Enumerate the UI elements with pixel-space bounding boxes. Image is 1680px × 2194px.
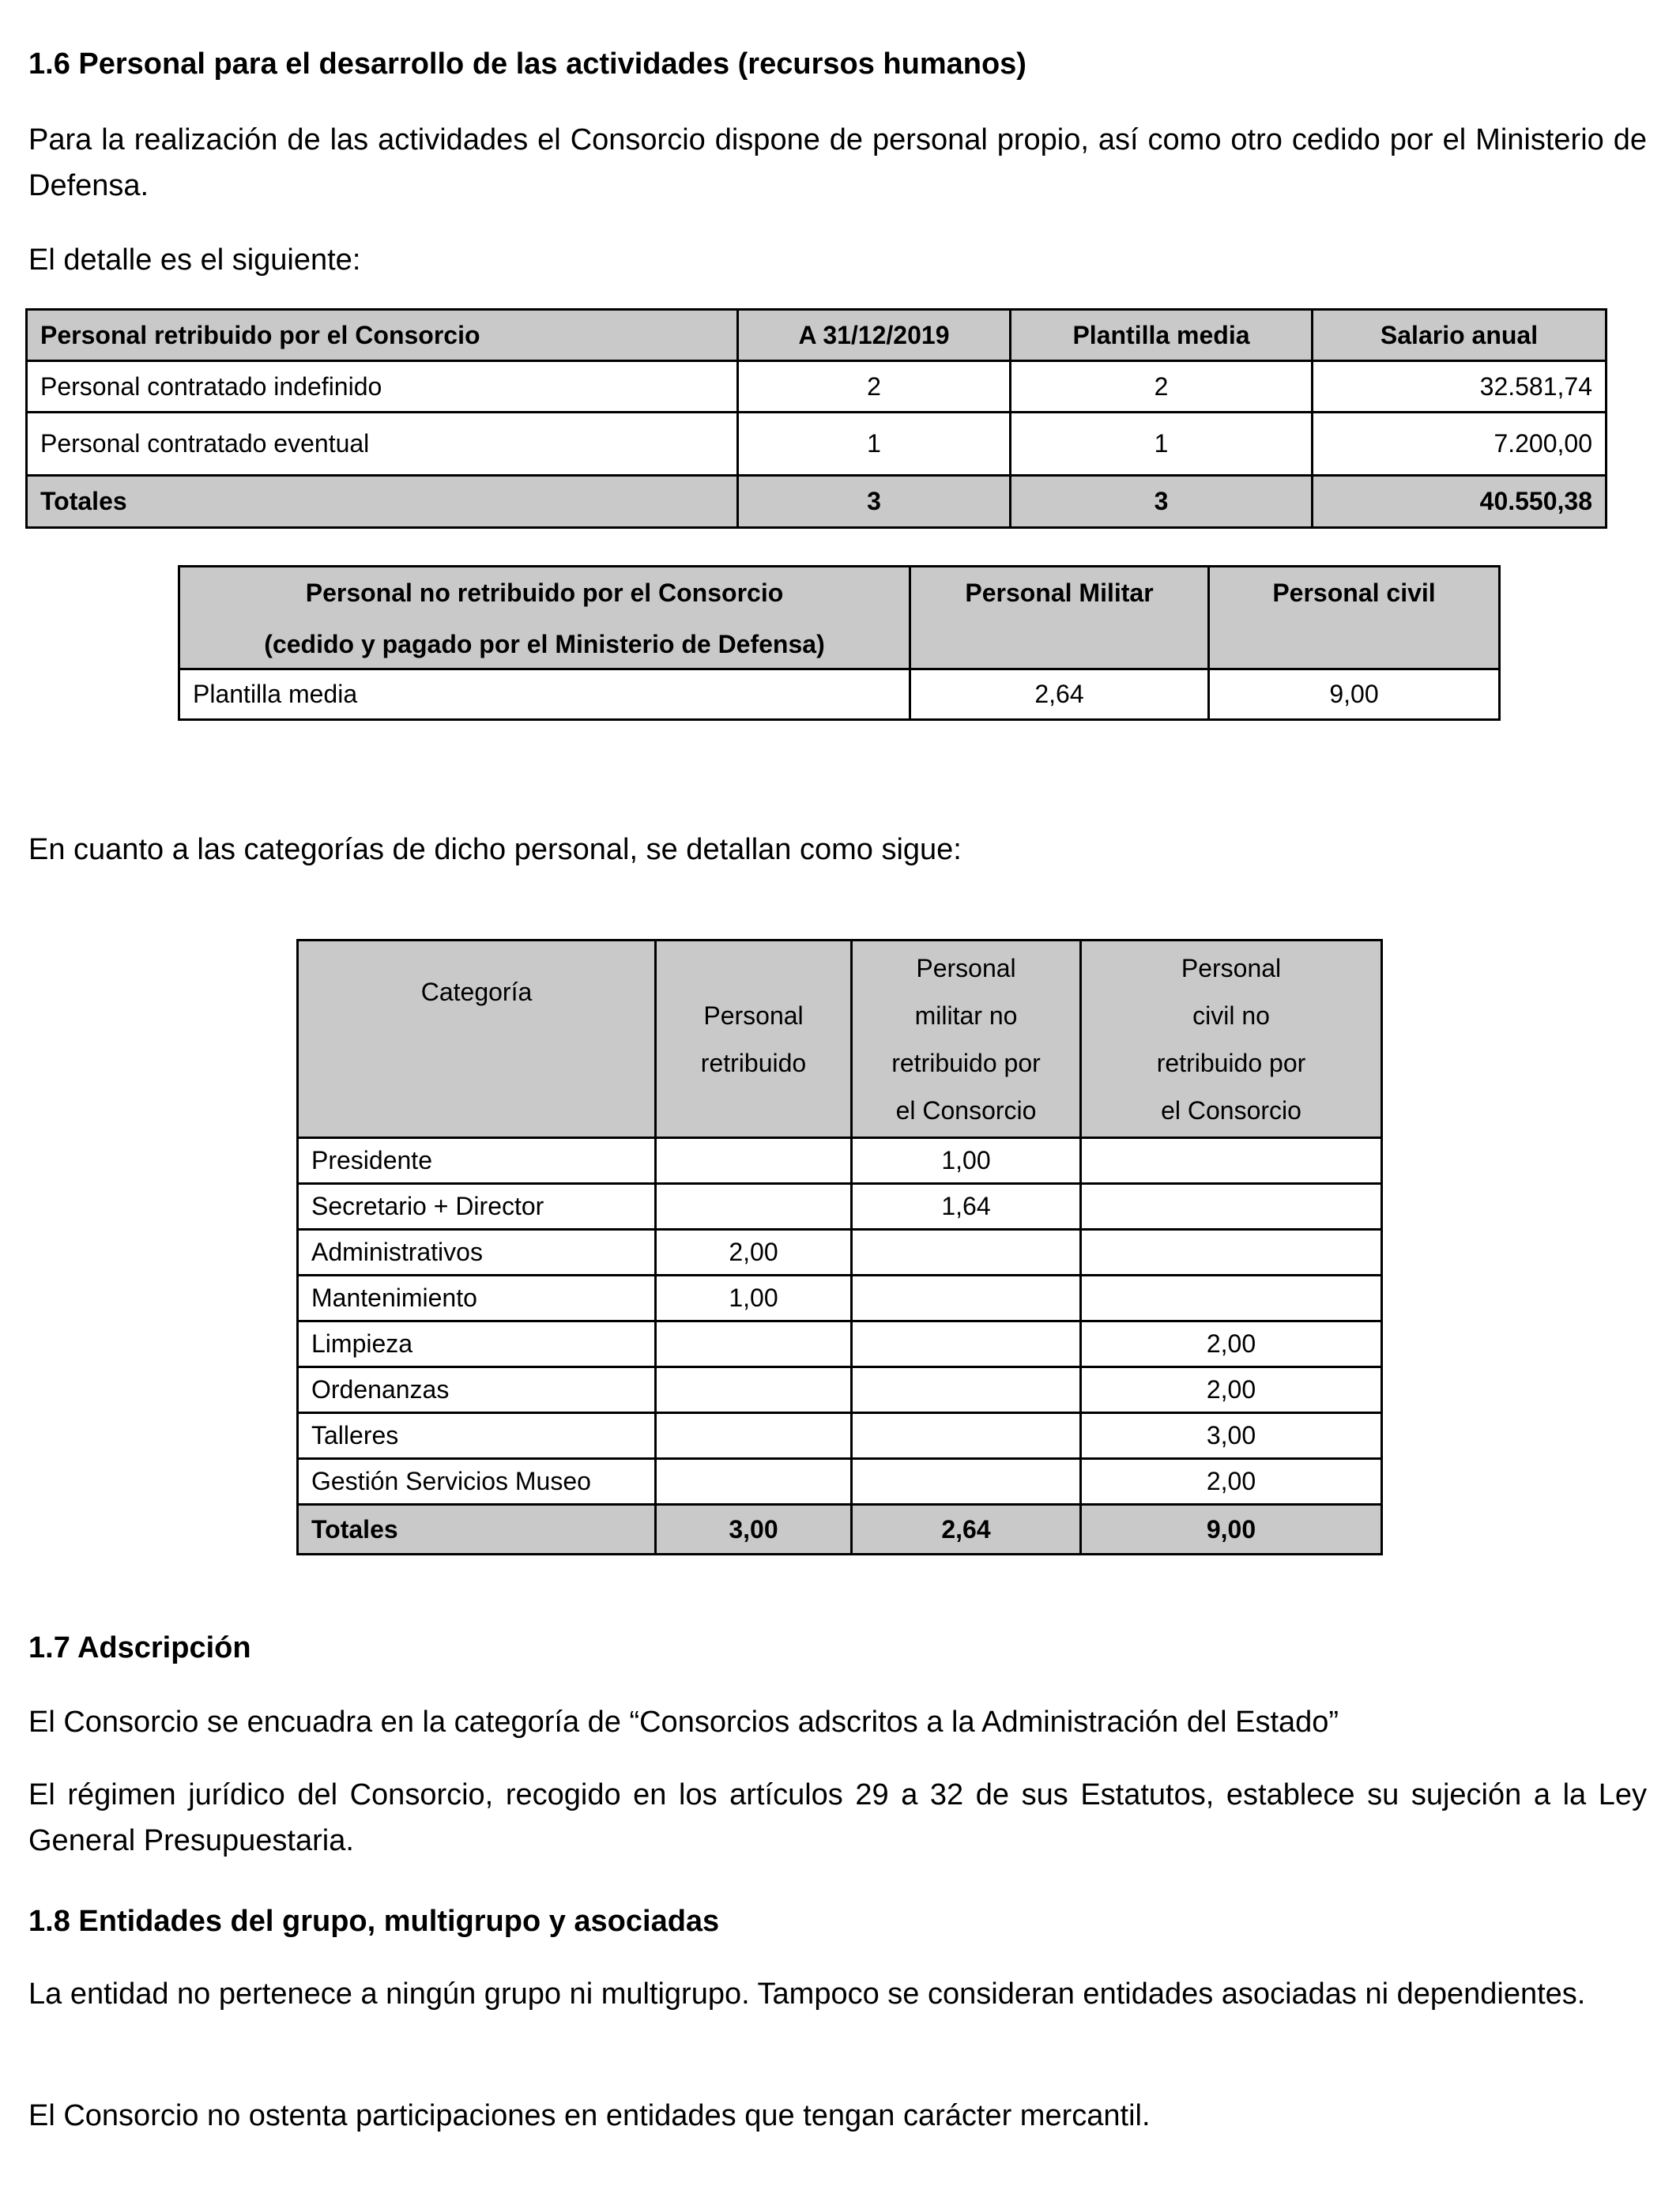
table-cell: Mantenimiento (298, 1276, 656, 1321)
table-cell: Presidente (298, 1138, 656, 1184)
table-header-cell (179, 567, 910, 669)
table-header-cell: Plantilla media (1011, 310, 1313, 361)
table-cell: 32.581,74 (1313, 361, 1607, 413)
table-cell: Gestión Servicios Museo (298, 1459, 656, 1505)
table-cell (656, 1138, 852, 1184)
table-cell (656, 1321, 852, 1367)
table-cell (1081, 1230, 1382, 1276)
table-cell: Ordenanzas (298, 1367, 656, 1413)
table-cell (656, 1413, 852, 1459)
header-line: retribuido por (1156, 1048, 1306, 1077)
table-cell: 1,00 (852, 1138, 1081, 1184)
table-cell (656, 1367, 852, 1413)
header-line: Personal (916, 953, 1016, 982)
header-line: Personal (1181, 953, 1282, 982)
header-line (311, 1016, 642, 1063)
table-header-cell (298, 941, 656, 1138)
table-header-row (179, 567, 1500, 669)
header-line: civil no (1192, 1001, 1270, 1030)
header-line: Personal no retribuido por el Consorcio (305, 579, 784, 607)
header-line: retribuido por (891, 1048, 1041, 1077)
table-row (27, 413, 1607, 476)
table-totals-row (298, 1505, 1382, 1555)
table-cell (852, 1321, 1081, 1367)
table-cell: Totales (27, 476, 738, 528)
section-1-7-paragraph-1: El Consorcio se encuadra en la categoría de “Consorcios adscritos a la Administración del Estado” (28, 1706, 1339, 1739)
table-cell: 1 (738, 413, 1011, 476)
table-cell: Secretario + Director (298, 1184, 656, 1230)
personal-no-retribuido-table (178, 565, 1501, 721)
table-totals-row (27, 476, 1607, 528)
table-row (179, 669, 1500, 720)
section-1-8-paragraph-1: La entidad no pertenece a ningún grupo ni multigrupo. Tampoco se consideran entidades asociadas ni dependientes. (28, 1977, 1586, 2011)
table-row (298, 1459, 1382, 1505)
table-cell: 3,00 (656, 1505, 852, 1555)
table-header-cell: Personal retribuido por el Consorcio (27, 310, 738, 361)
table-header-cell: Personal civil (1209, 567, 1500, 669)
table-cell: 3,00 (1081, 1413, 1382, 1459)
section-1-8-paragraph-2: El Consorcio no ostenta participaciones en entidades que tengan carácter mercantil. (28, 2099, 1151, 2132)
table-cell: 2,00 (1081, 1321, 1382, 1367)
table-cell (1081, 1138, 1382, 1184)
categories-intro: En cuanto a las categorías de dicho personal, se detallan como sigue: (28, 833, 962, 866)
table-row (298, 1184, 1382, 1230)
table-cell: Limpieza (298, 1321, 656, 1367)
table-cell (656, 1459, 852, 1505)
table-cell: 2,64 (852, 1505, 1081, 1555)
table-cell: 2,00 (1081, 1459, 1382, 1505)
table-cell (852, 1459, 1081, 1505)
table-cell: 1,00 (656, 1276, 852, 1321)
table-cell (656, 1184, 852, 1230)
header-line: Categoría (420, 977, 533, 1006)
section-1-8-heading: 1.8 Entidades del grupo, multigrupo y asociadas (28, 1905, 720, 1938)
table-header-cell (1081, 941, 1382, 1138)
table-cell: 2,00 (656, 1230, 852, 1276)
personal-retribuido-table (25, 308, 1607, 529)
table-cell: Personal contratado eventual (27, 413, 738, 476)
section-1-6-paragraph-1: Para la realización de las actividades el Consorcio dispone de personal propio, así como otro cedido por el Ministerio de Defensa. (28, 123, 1647, 202)
table-cell: Totales (298, 1505, 656, 1555)
table-row (298, 1321, 1382, 1367)
section-1-6-heading: 1.6 Personal para el desarrollo de las actividades (recursos humanos) (28, 47, 1026, 81)
table-cell: Personal contratado indefinido (27, 361, 738, 413)
table-cell (852, 1413, 1081, 1459)
table-row (298, 1276, 1382, 1321)
section-1-7-heading: 1.7 Adscripción (28, 1631, 251, 1664)
section-1-7-paragraph-2: El régimen jurídico del Consorcio, recogido en los artículos 29 a 32 de sus Estatutos, establece su sujeción a la Ley General Presupuestaria. (28, 1778, 1647, 1857)
table-header-cell (852, 941, 1081, 1138)
table-cell: 2 (1011, 361, 1313, 413)
table-cell: 9,00 (1209, 669, 1500, 720)
table-header-row (27, 310, 1607, 361)
header-line: militar no (914, 1001, 1018, 1030)
table-cell (1081, 1184, 1382, 1230)
categorias-table (296, 939, 1383, 1555)
table-cell: Plantilla media (179, 669, 910, 720)
header-line: el Consorcio (1161, 1095, 1301, 1125)
table-row (27, 361, 1607, 413)
header-line: Personal (703, 1001, 804, 1030)
table-row (298, 1413, 1382, 1459)
table-cell: 2,00 (1081, 1367, 1382, 1413)
table-cell: 9,00 (1081, 1505, 1382, 1555)
section-1-6-paragraph-2: El detalle es el siguiente: (28, 243, 361, 277)
table-cell (1081, 1276, 1382, 1321)
table-cell: 2 (738, 361, 1011, 413)
table-cell: 3 (1011, 476, 1313, 528)
table-row (298, 1367, 1382, 1413)
table-cell (852, 1276, 1081, 1321)
header-line: el Consorcio (895, 1095, 1037, 1125)
table-cell: 2,64 (910, 669, 1209, 720)
table-cell (852, 1367, 1081, 1413)
header-line (311, 1063, 642, 1110)
table-cell: 3 (738, 476, 1011, 528)
table-row (298, 1138, 1382, 1184)
table-cell: Administrativos (298, 1230, 656, 1276)
table-header-cell: A 31/12/2019 (738, 310, 1011, 361)
table-cell: 40.550,38 (1313, 476, 1607, 528)
table-cell: Talleres (298, 1413, 656, 1459)
table-cell: 1,64 (852, 1184, 1081, 1230)
header-line: retribuido (700, 1048, 807, 1077)
table-cell: 7.200,00 (1313, 413, 1607, 476)
table-cell (852, 1230, 1081, 1276)
table-header-cell: Personal Militar (910, 567, 1209, 669)
table-header-row (298, 941, 1382, 1138)
table-header-cell (656, 941, 852, 1138)
table-cell: 1 (1011, 413, 1313, 476)
table-header-cell: Salario anual (1313, 310, 1607, 361)
header-line: (cedido y pagado por el Ministerio de Defensa) (264, 630, 825, 658)
table-row (298, 1230, 1382, 1276)
